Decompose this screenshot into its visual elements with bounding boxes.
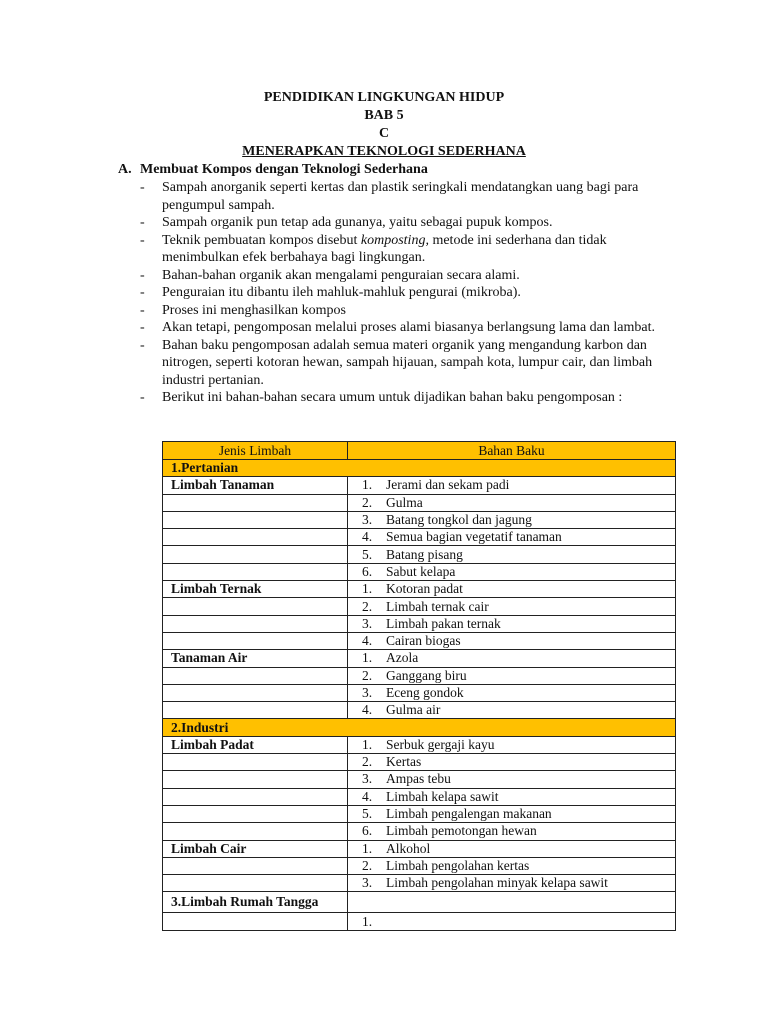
table-row xyxy=(163,788,676,805)
raw-material-table xyxy=(162,441,675,931)
bullet-dash: - xyxy=(140,285,145,300)
table-row xyxy=(163,546,676,563)
bullet-item xyxy=(140,302,680,320)
item-number: 3. xyxy=(362,615,373,631)
item-number: 4. xyxy=(362,633,373,649)
item-number: 1. xyxy=(362,913,373,929)
item-number: 5. xyxy=(362,546,373,562)
bullet-text: Berikut ini bahan-bahan secara umum untuk dijadikan bahan baku pengomposan : xyxy=(162,390,623,405)
table-row xyxy=(163,684,676,701)
table-header-row xyxy=(163,442,676,460)
table-row xyxy=(163,736,676,753)
item-number: 2. xyxy=(362,667,373,683)
bullet-text: Sampah anorganik seperti kertas dan plastik seringkali mendatangkan uang bagi para pengumpul sampah. xyxy=(162,180,639,213)
table-row xyxy=(163,823,676,840)
waste-type-cell xyxy=(163,857,348,874)
raw-material-cell xyxy=(348,892,676,913)
document-title: PENDIDIKAN LINGKUNGAN HIDUP xyxy=(263,90,505,105)
waste-type-cell xyxy=(163,913,348,930)
waste-type-cell xyxy=(163,771,348,788)
item-number: 3. xyxy=(362,685,373,700)
waste-type-cell: Limbah Tanaman xyxy=(163,477,348,494)
section-letter: A. xyxy=(118,162,132,177)
waste-type-cell xyxy=(163,529,348,546)
raw-material-cell xyxy=(348,546,676,563)
waste-type-cell xyxy=(163,702,348,719)
raw-material-cell xyxy=(348,684,676,701)
raw-material-cell xyxy=(348,771,676,788)
waste-type-cell: Limbah Padat xyxy=(163,736,348,753)
waste-type-cell xyxy=(163,823,348,840)
item-text: Batang tongkol dan jagung xyxy=(386,512,532,528)
raw-material-cell xyxy=(348,788,676,805)
chapter-title: MENERAPKAN TEKNOLOGI SEDERHANA xyxy=(242,144,526,159)
raw-material-cell xyxy=(348,494,676,511)
section-title: Membuat Kompos dengan Teknologi Sederhana xyxy=(140,162,428,177)
waste-type-cell xyxy=(163,511,348,528)
raw-material-cell xyxy=(348,563,676,580)
raw-material-cell xyxy=(348,511,676,528)
bullet-item xyxy=(140,319,680,337)
item-number: 2. xyxy=(362,857,373,873)
item-number: 3. xyxy=(362,771,373,787)
table-row xyxy=(163,615,676,632)
item-number: 1. xyxy=(362,840,373,856)
waste-type-cell xyxy=(163,598,348,615)
item-text: Ganggang biru xyxy=(386,667,467,683)
item-text: Limbah pengalengan makanan xyxy=(386,806,552,822)
item-text: Semua bagian vegetatif tanaman xyxy=(386,529,562,545)
item-text: Batang pisang xyxy=(386,546,463,562)
bullet-text: Sampah organik pun tetap ada gunanya, yaitu sebagai pupuk kompos. xyxy=(162,215,553,230)
item-text: Limbah kelapa sawit xyxy=(386,788,499,804)
item-number: 2. xyxy=(362,598,373,614)
bullet-dash: - xyxy=(140,267,145,283)
raw-material-cell xyxy=(348,840,676,857)
item-text: Serbuk gergaji kayu xyxy=(386,736,495,752)
table-row xyxy=(163,598,676,615)
raw-material-cell xyxy=(348,875,676,892)
waste-type-cell xyxy=(163,805,348,822)
raw-material-cell xyxy=(348,805,676,822)
item-number: 4. xyxy=(362,702,373,718)
bullet-item xyxy=(140,267,680,285)
item-number: 5. xyxy=(362,806,373,822)
item-text: Jerami dan sekam padi xyxy=(386,477,510,493)
table-row xyxy=(163,667,676,684)
waste-type-cell xyxy=(163,667,348,684)
table-row xyxy=(163,563,676,580)
column-header-jenis: Jenis Limbah xyxy=(163,442,348,460)
waste-type-cell xyxy=(163,875,348,892)
bullet-list xyxy=(140,179,680,407)
table-row xyxy=(163,840,676,857)
table-row xyxy=(163,702,676,719)
raw-material-cell xyxy=(348,823,676,840)
raw-material-cell xyxy=(348,615,676,632)
item-text: Kotoran padat xyxy=(386,581,463,597)
raw-material-cell xyxy=(348,754,676,771)
item-text: Limbah pemotongan hewan xyxy=(386,823,537,839)
bullet-item xyxy=(140,337,680,390)
item-text: Limbah ternak cair xyxy=(386,598,489,614)
item-text: Gulma xyxy=(386,494,423,510)
table-row xyxy=(163,754,676,771)
waste-type-cell xyxy=(163,632,348,649)
waste-type-cell: Limbah Cair xyxy=(163,840,348,857)
table-row xyxy=(163,771,676,788)
item-text: Ampas tebu xyxy=(386,771,451,787)
raw-material-cell xyxy=(348,632,676,649)
table-row xyxy=(163,650,676,667)
item-number: 2. xyxy=(362,754,373,770)
category-label: 1.Pertanian xyxy=(163,460,676,477)
waste-type-cell xyxy=(163,615,348,632)
table-row xyxy=(163,511,676,528)
raw-material-cell xyxy=(348,477,676,494)
bullet-text: Bahan baku pengomposan adalah semua materi organik yang mengandung karbon dan nitrogen, seperti kotoran hewan, sampah hijauan, sampah kota, lumpur cair, dan limbah industri pertanian. xyxy=(162,337,653,388)
column-header-bahan: Bahan Baku xyxy=(348,442,676,460)
waste-type-cell: Limbah Ternak xyxy=(163,581,348,598)
waste-type-cell xyxy=(163,754,348,771)
raw-material-cell xyxy=(348,913,676,930)
item-text: Limbah pengolahan kertas xyxy=(386,857,530,873)
table-row xyxy=(163,581,676,598)
raw-material-cell xyxy=(348,667,676,684)
item-text: Cairan biogas xyxy=(386,633,461,649)
bullet-dash: - xyxy=(140,320,145,335)
waste-type-cell xyxy=(163,546,348,563)
item-number: 1. xyxy=(362,477,373,493)
bullet-item xyxy=(140,214,680,232)
item-number: 1. xyxy=(362,581,373,597)
category-row xyxy=(163,719,676,736)
item-number: 6. xyxy=(362,823,373,839)
bullet-text: Akan tetapi, pengomposan melalui proses alami biasanya berlangsung lama dan lambat. xyxy=(162,320,655,335)
item-number: 1. xyxy=(362,650,373,666)
raw-material-cell xyxy=(348,581,676,598)
bullet-dash: - xyxy=(140,180,145,195)
raw-material-cell xyxy=(348,857,676,874)
category-label: 2.Industri xyxy=(163,719,676,736)
bullet-item xyxy=(140,389,680,407)
raw-material-cell xyxy=(348,702,676,719)
section-heading xyxy=(118,161,428,178)
item-text: Eceng gondok xyxy=(386,685,464,700)
waste-type-cell xyxy=(163,684,348,701)
table-row xyxy=(163,632,676,649)
chapter-label: BAB 5 xyxy=(364,108,404,123)
waste-type-cell xyxy=(163,563,348,580)
bullet-italic-term: komposting, xyxy=(360,232,429,248)
bullet-dash: - xyxy=(140,390,145,405)
raw-material-cell xyxy=(348,736,676,753)
table-row xyxy=(163,477,676,494)
section-code: C xyxy=(378,126,390,141)
bullet-item xyxy=(140,232,680,267)
table-row xyxy=(163,529,676,546)
item-text: Gulma air xyxy=(386,702,441,718)
waste-type-cell xyxy=(163,494,348,511)
item-text: Limbah pengolahan minyak kelapa sawit xyxy=(386,875,608,891)
table-row xyxy=(163,875,676,892)
raw-material-cell xyxy=(348,598,676,615)
bullet-text: metode ini sederhana dan tidak menimbulkan efek berbahaya bagi lingkungan. xyxy=(162,232,607,265)
table-row xyxy=(163,892,676,913)
waste-type-cell: 3.Limbah Rumah Tangga xyxy=(163,892,348,913)
bullet-item xyxy=(140,179,680,214)
bullet-dash: - xyxy=(140,215,145,230)
item-number: 2. xyxy=(362,494,373,510)
waste-type-cell: Tanaman Air xyxy=(163,650,348,667)
bullet-dash: - xyxy=(140,232,145,248)
table-row xyxy=(163,913,676,930)
raw-material-cell xyxy=(348,650,676,667)
table-row xyxy=(163,805,676,822)
item-number: 3. xyxy=(362,875,373,891)
item-number: 6. xyxy=(362,563,373,579)
item-number: 3. xyxy=(362,512,373,528)
item-number: 4. xyxy=(362,788,373,804)
bullet-item xyxy=(140,284,680,302)
category-row xyxy=(163,460,676,477)
raw-material-cell xyxy=(348,529,676,546)
table-row xyxy=(163,494,676,511)
bullet-text: Proses ini menghasilkan kompos xyxy=(162,302,346,318)
item-text: Sabut kelapa xyxy=(386,563,456,579)
waste-type-cell xyxy=(163,788,348,805)
item-text: Azola xyxy=(386,650,419,666)
bullet-dash: - xyxy=(140,337,145,353)
item-number: 4. xyxy=(362,529,373,545)
item-text: Limbah pakan ternak xyxy=(386,615,501,631)
item-number: 1. xyxy=(362,736,373,752)
table-row xyxy=(163,857,676,874)
bullet-text: Bahan-bahan organik akan mengalami penguraian secara alami. xyxy=(162,267,520,283)
bullet-dash: - xyxy=(140,302,145,318)
bullet-text: Teknik pembuatan kompos disebut xyxy=(162,232,361,248)
item-text: Kertas xyxy=(386,754,422,770)
bullet-text: Penguraian itu dibantu ileh mahluk-mahluk pengurai (mikroba). xyxy=(162,285,521,300)
item-text: Alkohol xyxy=(386,840,431,856)
